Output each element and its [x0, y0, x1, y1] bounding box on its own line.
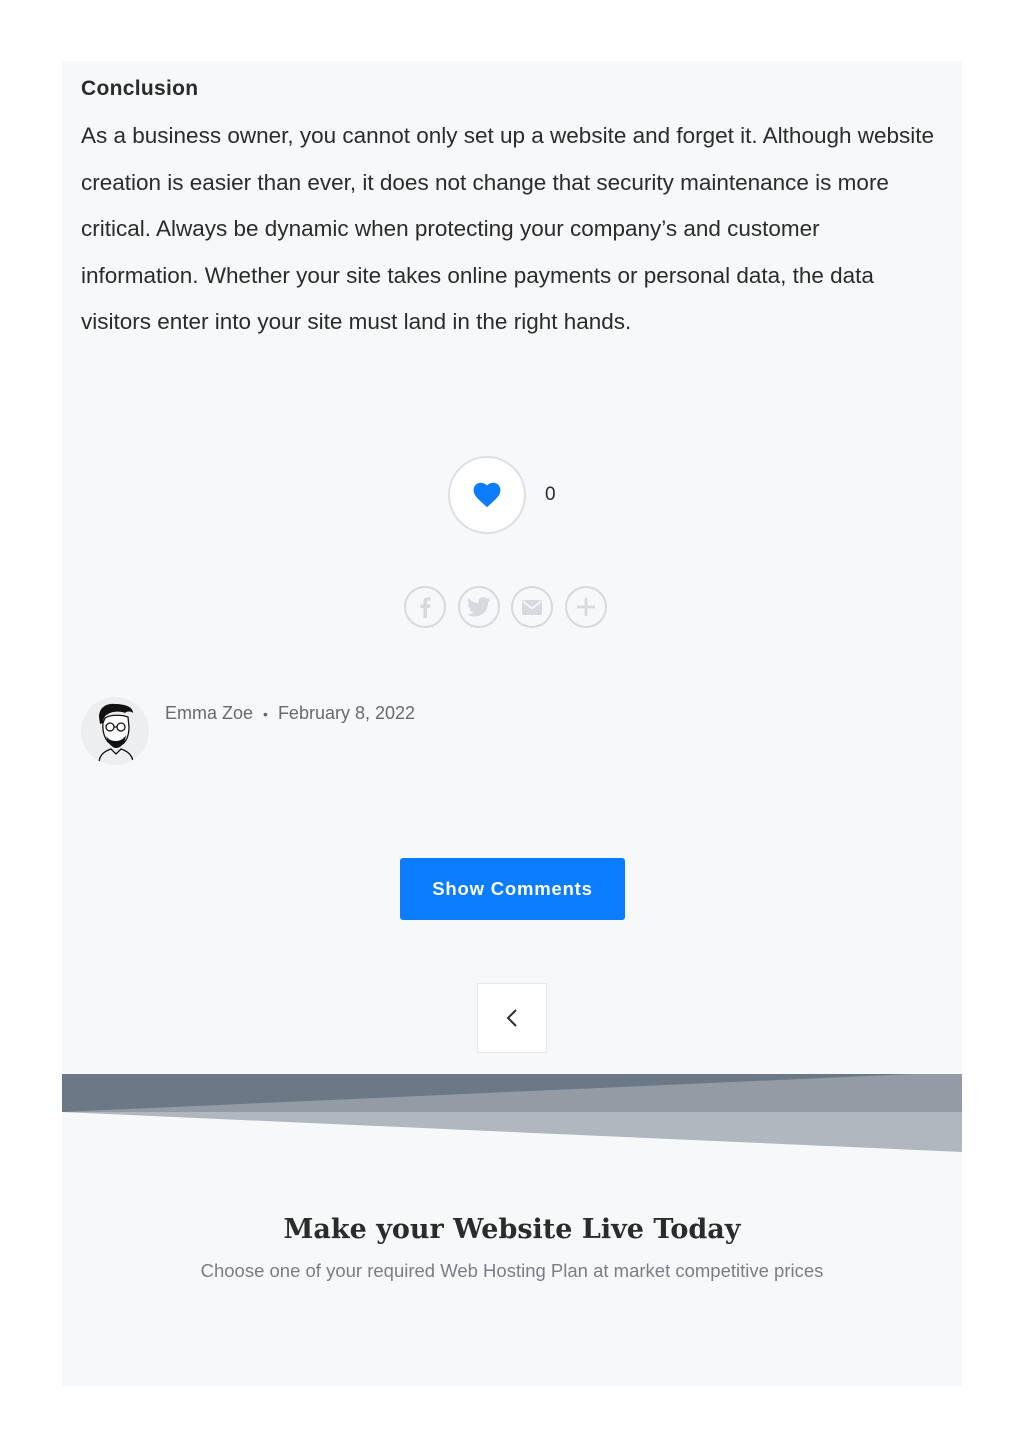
chevron-left-icon	[506, 1008, 518, 1028]
like-widget	[448, 456, 556, 534]
section-heading: Conclusion	[81, 77, 199, 100]
share-email-button[interactable]	[511, 586, 553, 628]
avatar-illustration-icon	[81, 697, 149, 765]
article-paragraph: As a business owner, you cannot only set up a website and forget it. Although website creation is easier than ever, it does not change that security maintenance is more critical. Always be dynamic when protecting your company’s and customer information. Whether your site takes online payments or personal data, the data visitors enter into your site must land in the right hands.	[81, 123, 935, 334]
previous-post-button[interactable]	[477, 983, 547, 1053]
like-count: 0	[545, 484, 556, 505]
author-avatar[interactable]	[81, 697, 149, 765]
email-icon	[522, 600, 542, 615]
post-meta	[165, 703, 415, 724]
twitter-icon	[467, 597, 491, 617]
post-card	[62, 61, 962, 1386]
cta-subtitle: Choose one of your required Web Hosting Plan at market competitive prices	[200, 1260, 824, 1281]
share-more-button[interactable]	[565, 586, 607, 628]
author-info	[81, 697, 415, 765]
like-button[interactable]	[448, 456, 526, 534]
share-buttons	[404, 586, 618, 628]
section-divider	[62, 1074, 962, 1152]
show-comments-button[interactable]: Show Comments	[400, 858, 625, 920]
meta-separator: •	[263, 705, 268, 722]
post-date: February 8, 2022	[277, 703, 416, 723]
author-name[interactable]: Emma Zoe	[165, 703, 254, 723]
cta-title: Make your Website Live Today	[283, 1214, 741, 1245]
facebook-icon	[419, 596, 431, 618]
plus-icon	[576, 597, 596, 617]
share-facebook-button[interactable]	[404, 586, 446, 628]
heart-icon	[473, 482, 501, 508]
share-twitter-button[interactable]	[458, 586, 500, 628]
